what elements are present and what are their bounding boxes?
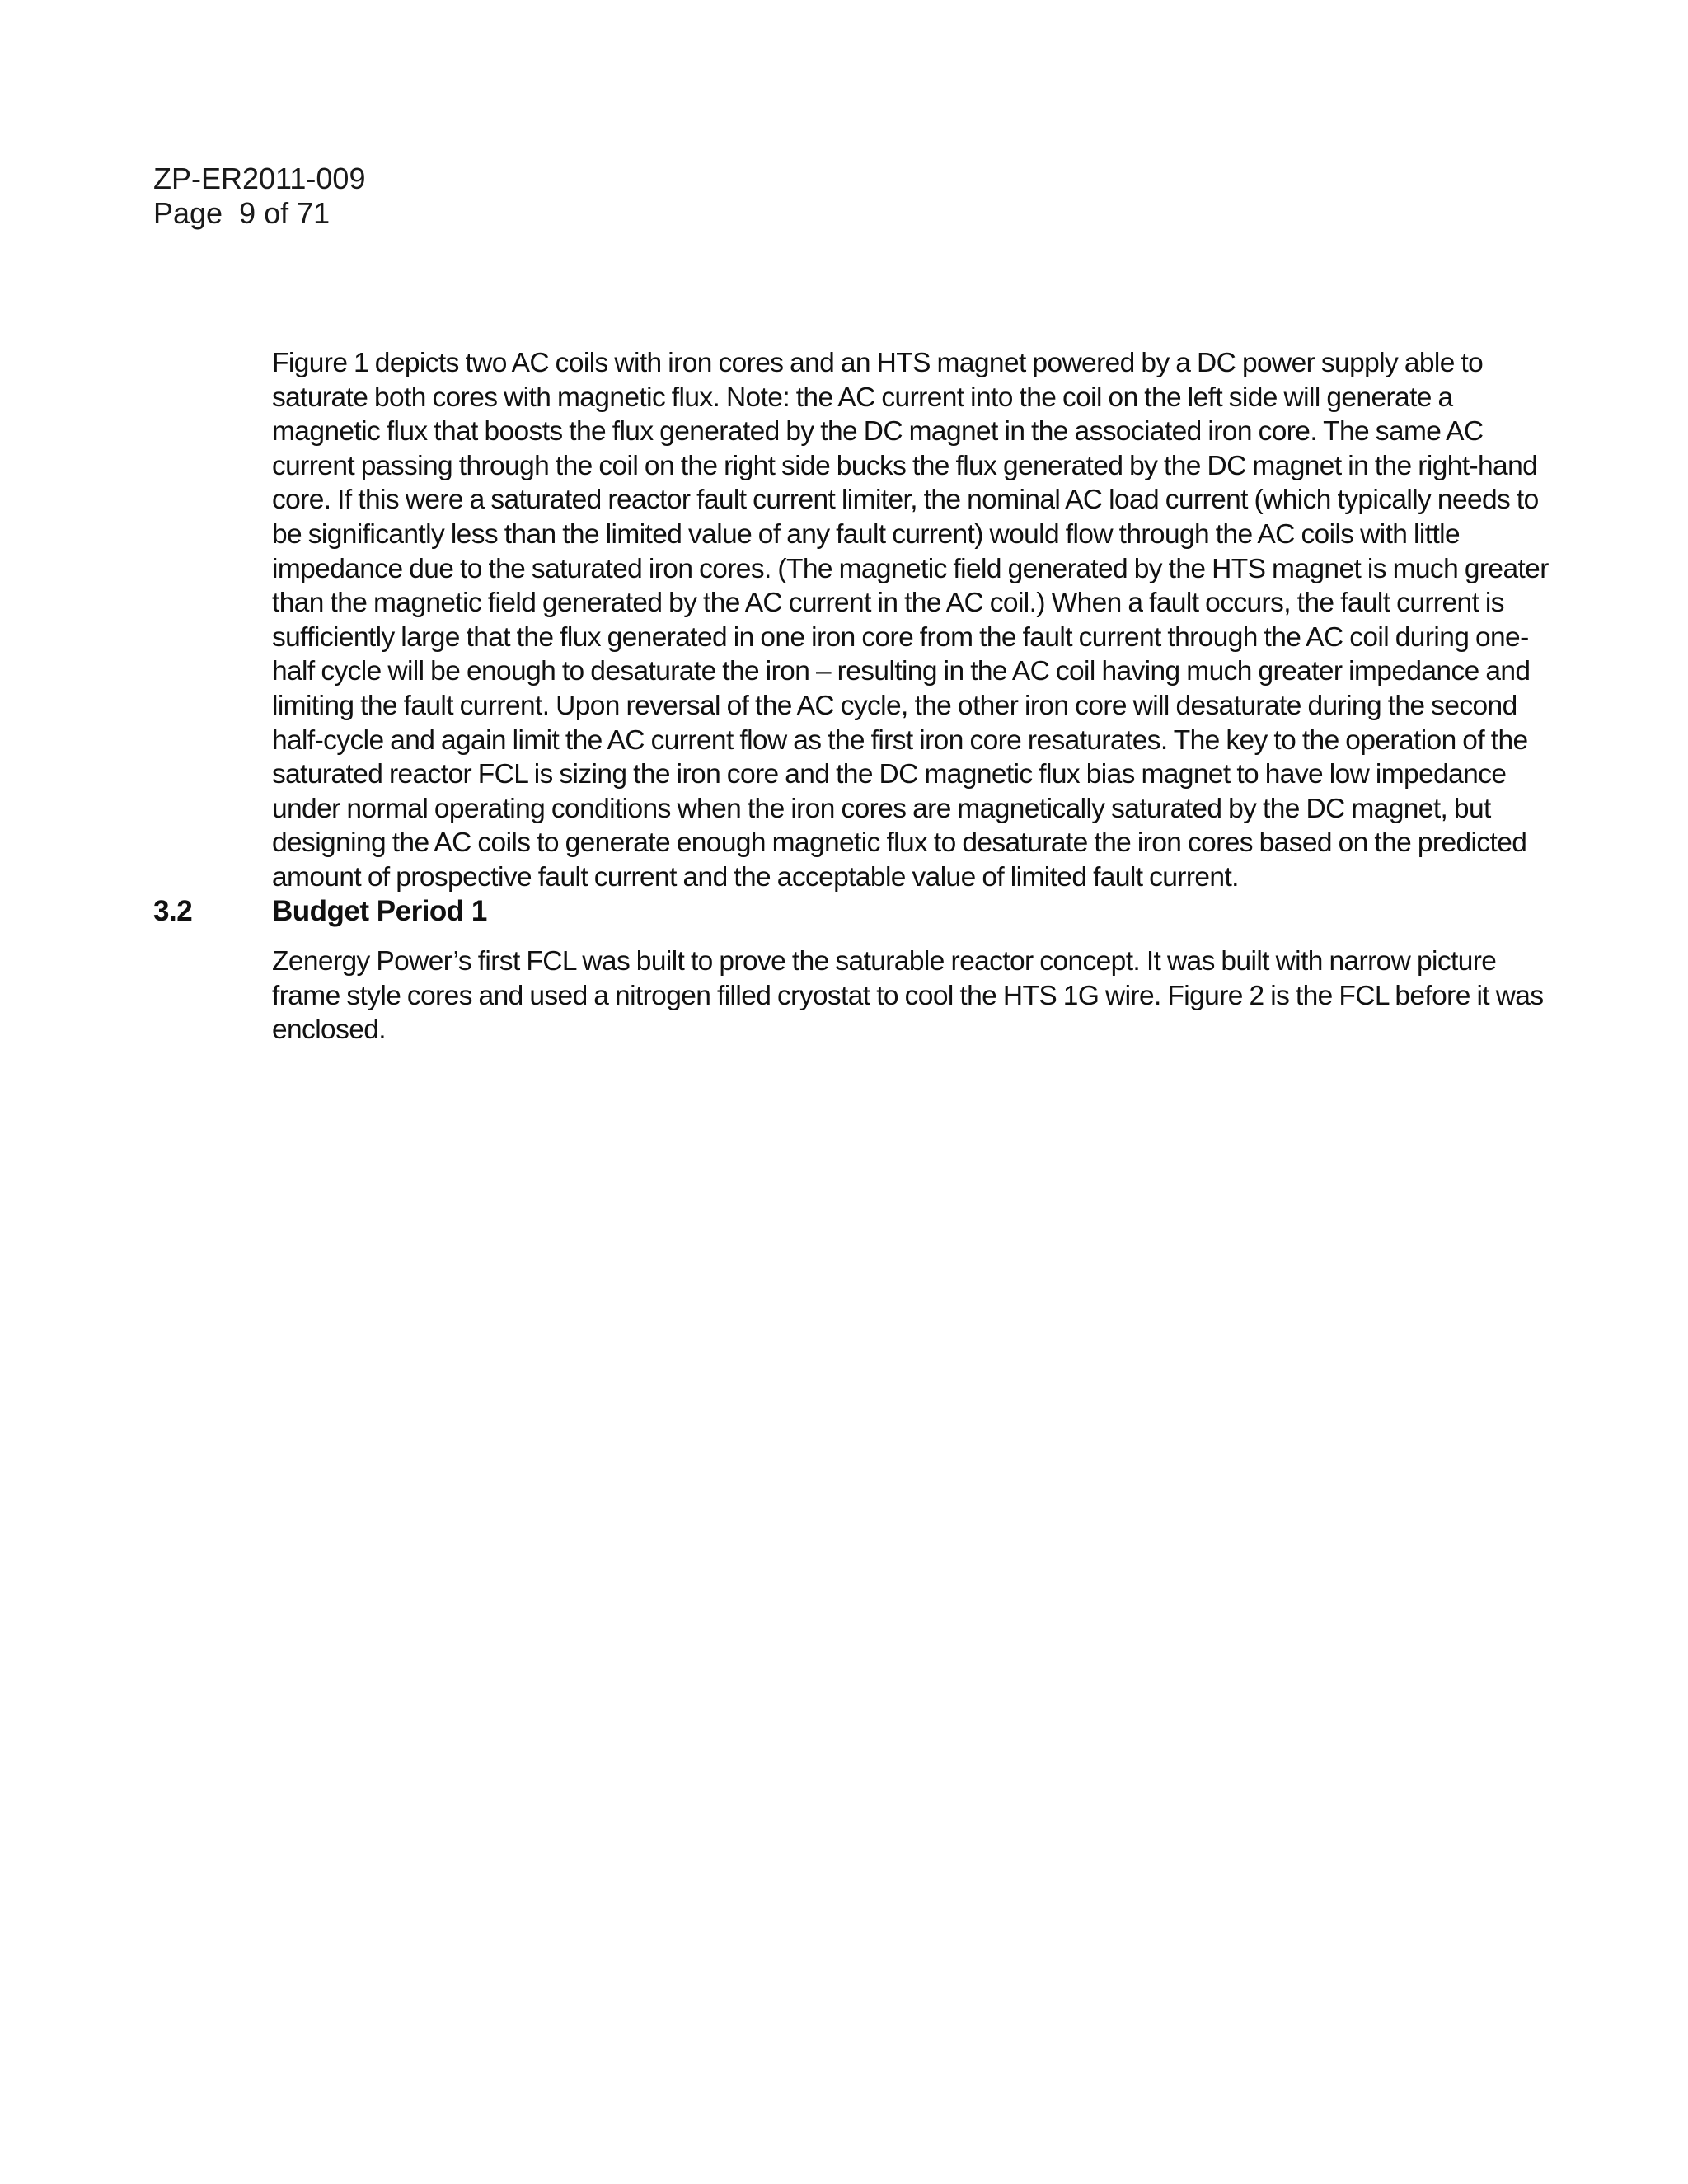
page-header [153, 162, 365, 231]
document-id: ZP-ER2011-009 [153, 162, 366, 195]
page-number: Page 9 of 71 [153, 196, 331, 230]
body-paragraph-figure-1-description: Figure 1 depicts two AC coils with iron cores and an HTS magnet powered by a DC power supply able to saturate both cores with magnetic flux. Note: the AC current into the coil on the left side will generate a magnetic flux that boosts the flux generated by the DC magnet in the associated iron core. The same AC current passing through the coil on the right side bucks the flux generated by the DC magnet in the right-hand core. If this were a saturated reactor fault current limiter, the nominal AC load current (which typically needs to be significantly less than the limited value of any fault current) would flow through the AC coils with little impedance due to the saturated iron cores. (The magnetic field generated by the HTS magnet is much greater than the magnetic field generated by the AC current in the AC coil.) When a fault occurs, the fault current is sufficiently large that the flux generated in one iron core from the fault current through the AC coil during one-half cycle will be enough to desaturate the iron – resulting in the AC coil having much greater impedance and limiting the fault current. Upon reversal of the AC cycle, the other iron core will desaturate during the second half-cycle and again limit the AC current flow as the first iron core resaturates. The key to the operation of the saturated reactor FCL is sizing the iron core and the DC magnetic flux bias magnet to have low impedance under normal operating conditions when the iron cores are magnetically saturated by the DC magnet, but designing the AC coils to generate enough magnetic flux to desaturate the iron cores based on the predicted amount of prospective fault current and the acceptable value of limited fault current. [272, 348, 1549, 893]
body-paragraph-budget-period-1: Zenergy Power’s first FCL was built to prove the saturable reactor concept. It was built with narrow picture frame style cores and used a nitrogen filled cryostat to cool the HTS 1G wire. Figure 2 is the FCL before it was enclosed. [272, 946, 1544, 1046]
section-number: 3.2 [153, 895, 193, 927]
section-title: Budget Period 1 [272, 895, 487, 927]
